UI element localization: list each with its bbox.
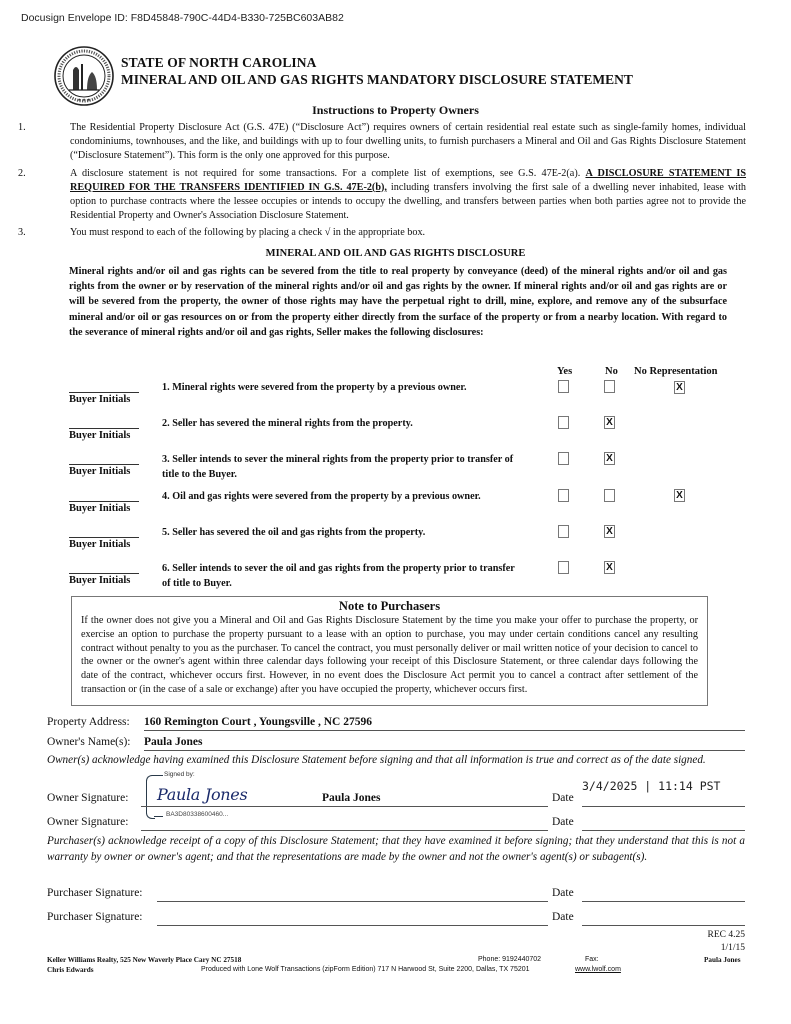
buyer-initials-field[interactable] — [69, 428, 139, 429]
yes-checkbox[interactable] — [558, 561, 569, 574]
yes-checkbox[interactable] — [558, 489, 569, 502]
yes-checkbox[interactable] — [558, 525, 569, 538]
question-row-1 — [0, 380, 791, 416]
no-checkbox[interactable] — [604, 380, 615, 393]
owner-signature-label: Owner Signature: — [47, 792, 129, 804]
owner-date-label-2: Date — [552, 816, 574, 828]
question-row-6 — [0, 561, 791, 597]
question-row-3 — [0, 452, 791, 488]
owner-signature-script[interactable]: Paula Jones — [157, 785, 248, 804]
buyer-initials-field[interactable] — [69, 464, 139, 465]
footer-phone: Phone: 9192440702 — [478, 956, 542, 963]
nc-seal-icon — [54, 46, 114, 106]
no-checkbox[interactable] — [604, 489, 615, 502]
disclosure-intro: Mineral rights and/or oil and gas rights can be severed from the title to real property by conveyance (deed) of the mineral rights and/or oil and gas rights from the owner or by reservation of the mineral rights and/or oil and gas rights by the owner. If mineral rights and/or oil and gas rights are or will be severed from the property, the owner of those rights may have the perpetual right to drill, mine, explore, and remove any of the subsurface mineral and/or oil or gas resources on or from the property either directly from the surface of the property or from a nearby location. With regard to the severance of mineral rights and/or oil and gas rights, Seller makes the following disclosures: — [69, 266, 727, 338]
page-title: MINERAL AND OIL AND GAS RIGHTS MANDATORY DISCLOSURE STATEMENT — [121, 72, 633, 87]
question-text: 1. Mineral rights were severed from the property by a previous owner. — [162, 382, 467, 393]
owner-signature-line-1[interactable] — [141, 806, 548, 807]
owner-name-field[interactable]: Paula Jones — [144, 736, 203, 748]
owner-date-line-2[interactable] — [582, 830, 745, 831]
property-address-underline — [144, 730, 745, 731]
no-representation-checkbox[interactable]: X — [674, 381, 685, 394]
instruction-item — [18, 167, 746, 224]
buyer-initials-label: Buyer Initials — [69, 503, 131, 514]
owner-signature-line-2[interactable] — [141, 830, 548, 831]
footer-fax: Fax: — [585, 956, 599, 963]
column-yes: Yes — [557, 366, 573, 377]
docusign-tick — [154, 816, 163, 817]
instruction-item — [18, 121, 746, 164]
instruction-number: 3. — [18, 227, 26, 239]
buyer-initials-label: Buyer Initials — [69, 575, 131, 586]
question-row-5 — [0, 525, 791, 561]
header-state: STATE OF NORTH CAROLINA — [121, 55, 317, 70]
owner-name-row — [47, 736, 131, 748]
owner-printed-name: Paula Jones — [322, 792, 381, 804]
buyer-initials-field[interactable] — [69, 392, 139, 393]
question-text: 5. Seller has severed the oil and gas rights from the property. — [162, 527, 426, 538]
instruction-text: The Residential Property Disclosure Act (G.S. 47E) (“Disclosure Act”) requires owners of certain residential real estate such as single-family homes, individual condominiums, townhouses, and the like, and buildings with up to four dwelling units, to furnish purchasers a Mineral and Oil and Gas Rights Disclosure Statement (“Disclosure Statement”). This form is the only one approved for this purpose. — [70, 122, 746, 162]
owner-signature-label-2: Owner Signature: — [47, 816, 129, 828]
purchaser-date-line-1[interactable] — [582, 901, 745, 902]
yes-checkbox[interactable] — [558, 452, 569, 465]
property-address-field[interactable]: 160 Remington Court , Youngsville , NC 27596 — [144, 716, 372, 728]
buyer-initials-field[interactable] — [69, 501, 139, 502]
footer-brokerage: Keller Williams Realty, 525 New Waverly Place Cary NC 27518 — [47, 956, 242, 964]
instruction-number: 2. — [18, 167, 26, 179]
instructions-list — [18, 121, 746, 244]
svg-text:★ ★ ★: ★ ★ ★ — [77, 97, 91, 102]
column-no: No — [605, 366, 618, 377]
no-representation-checkbox[interactable]: X — [674, 489, 685, 502]
no-checkbox[interactable]: X — [604, 525, 615, 538]
buyer-initials-label: Buyer Initials — [69, 466, 131, 477]
owner-name-underline — [144, 750, 745, 751]
owner-date-line-1[interactable] — [582, 806, 745, 807]
purchaser-signature-line-1[interactable] — [157, 901, 548, 902]
question-text: 2. Seller has severed the mineral rights from the property. — [162, 418, 413, 429]
instruction-text: You must respond to each of the following by placing a check √ in the appropriate box. — [70, 227, 426, 239]
owner-signed-date: 3/4/2025 | 11:14 PST — [582, 779, 721, 793]
no-checkbox[interactable]: X — [604, 561, 615, 574]
purchaser-signature-label-1: Purchaser Signature: — [47, 887, 143, 899]
docusign-tick — [154, 775, 163, 776]
question-text: 4. Oil and gas rights were severed from the property by a previous owner. — [162, 491, 481, 502]
buyer-initials-label: Buyer Initials — [69, 394, 131, 405]
owner-name-label: Owner's Name(s): — [47, 736, 131, 748]
purchaser-date-line-2[interactable] — [582, 925, 745, 926]
property-address-row — [47, 716, 130, 728]
docusign-envelope-id: Docusign Envelope ID: F8D45848-790C-44D4-B330-725BC603AB82 — [21, 12, 344, 24]
instruction-text-part: A disclosure statement is not required for some transactions. For a complete list of exemptions, see G.S. 47E-2(a). — [70, 167, 586, 179]
question-text: 3. Seller intends to sever the mineral rights from the property prior to transfer of title to the Buyer. — [162, 454, 514, 480]
footer-client-name: Paula Jones — [704, 956, 741, 964]
question-text: 6. Seller intends to sever the oil and gas rights from the property prior to transfer of title to Buyer. — [162, 563, 515, 589]
instruction-item — [18, 226, 746, 240]
purchaser-acknowledgement: Purchaser(s) acknowledge receipt of a copy of this Disclosure Statement; that they have examined it before signing; that they understand that this is not a warranty by owner or owner's agent; and that the representations are made by the owner and not the owner's agent(s) or subagent(s). — [47, 835, 745, 863]
disclosure-heading: MINERAL AND OIL AND GAS RIGHTS DISCLOSURE — [265, 248, 526, 259]
yes-checkbox[interactable] — [558, 416, 569, 429]
instruction-text-part: including transfers involving the first sale of a dwelling never inhabited, lease with option to purchase contracts where the lessee occupies or intends to occupy the dwelling, and transfers between parties when both parties agree not to provide the Residential Property and Owner's Association Disclosure Statement. — [70, 181, 746, 222]
form-revision-date: 1/1/15 — [720, 943, 745, 953]
question-row-2 — [0, 416, 791, 452]
no-checkbox[interactable]: X — [604, 416, 615, 429]
buyer-initials-label: Buyer Initials — [69, 430, 131, 441]
yes-checkbox[interactable] — [558, 380, 569, 393]
purchaser-date-label-1: Date — [552, 887, 574, 899]
buyer-initials-field[interactable] — [69, 537, 139, 538]
instruction-text — [70, 167, 746, 224]
purchaser-date-label-2: Date — [552, 911, 574, 923]
property-address-label: Property Address: — [47, 716, 130, 728]
docusign-signed-by-label: Signed by: — [164, 771, 195, 778]
note-body: If the owner does not give you a Mineral and Oil and Gas Rights Disclosure Statement by the time you make your offer to purchase the property, or exercise an option to purchase the property pursuant to a lease with an option to purchase, you may under certain conditions cancel any resulting contract without penalty to you as the purchaser. To cancel the contract, you must personally deliver or mail written notice of your decision to cancel to the owner or the owner's agent within three calendar days following your receipt of this Disclosure Statement, or three calendar days following the date of the contract, whichever occurs first. However, in no event does the Disclosure Act permit you to cancel a contract after settlement of the transaction or (in the case of a sale or exchange) after you have occupied the property, whichever occurs first. — [81, 615, 698, 695]
note-title: Note to Purchasers — [338, 599, 441, 613]
buyer-initials-label: Buyer Initials — [69, 539, 131, 550]
footer-website-link[interactable]: www.lwolf.com — [575, 966, 621, 973]
required-transfers-notice: A DISCLOSURE STATEMENT IS REQUIRED FOR THE TRANSFERS IDENTIFIED IN G.S. 47E-2(b), — [70, 167, 747, 193]
instruction-number: 1. — [18, 122, 26, 133]
footer-produced-with: Produced with Lone Wolf Transactions (zipForm Edition) 717 N Harwood St, Suite 2200, Dallas, TX 75201 — [201, 966, 530, 973]
docusign-signature-bracket — [146, 775, 155, 819]
form-code: REC 4.25 — [707, 930, 745, 940]
footer-agent-name: Chris Edwards — [47, 966, 94, 974]
docusign-signature-id: BA3D80338600460... — [166, 811, 229, 818]
owner-date-label-1: Date — [552, 792, 574, 804]
note-to-purchasers-box — [71, 596, 708, 706]
no-checkbox[interactable]: X — [604, 452, 615, 465]
purchaser-signature-line-2[interactable] — [157, 925, 548, 926]
buyer-initials-field[interactable] — [69, 573, 139, 574]
column-no-representation: No Representation — [634, 366, 718, 377]
purchaser-signature-label-2: Purchaser Signature: — [47, 911, 143, 923]
instructions-heading: Instructions to Property Owners — [312, 103, 479, 117]
question-row-4 — [0, 489, 791, 525]
owner-acknowledgement: Owner(s) acknowledge having examined this Disclosure Statement before signing and that all information is true and correct as of the date signed. — [47, 754, 706, 766]
